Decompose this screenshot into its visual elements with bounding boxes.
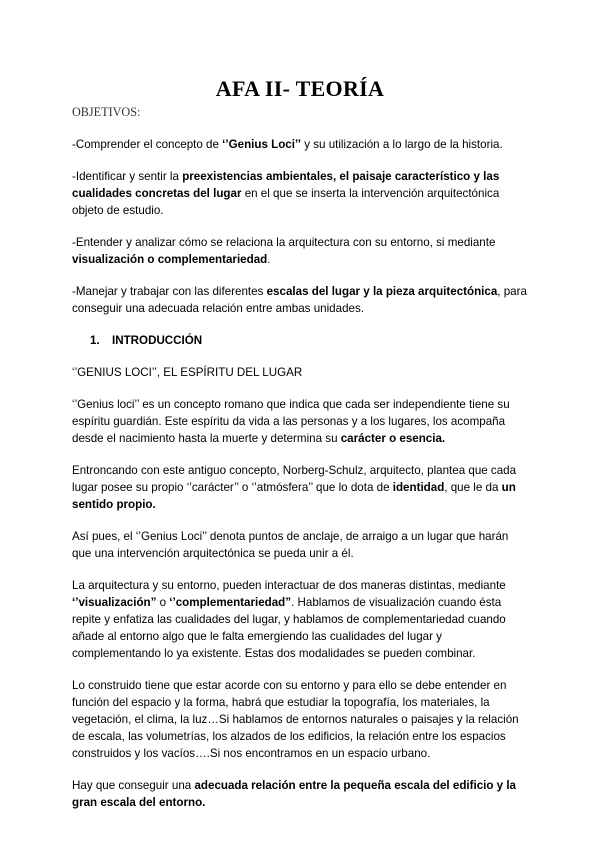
objective-4-bold: escalas del lugar y la pieza arquitectónica — [266, 285, 498, 298]
objective-4-text: -Manejar y trabajar con las diferentes — [72, 285, 267, 298]
subtitle-genius-loci: ‘’GENIUS LOCI’’, EL ESPÍRITU DEL LUGAR — [72, 366, 303, 379]
paragraph-4-bold-1: ‘’visualización” — [72, 596, 157, 609]
document-title: AFA II- TEORÍA — [215, 76, 385, 101]
objective-1-bold: ‘’Genius Loci’’ — [222, 138, 301, 151]
paragraph-4-text: La arquitectura y su entorno, pueden interactuar de dos maneras distintas, mediante — [72, 579, 506, 592]
paragraph-4-bold-2: ‘’complementariedad” — [169, 596, 292, 609]
section-heading-introduccion — [72, 332, 530, 349]
paragraph-1-bold: carácter o esencia. — [340, 432, 446, 445]
objective-2-text: -Identificar y sentir la — [72, 170, 183, 183]
paragraph-3: Así pues, el ‘’Genius Loci’’ denota puntos de anclaje, de arraigo a un lugar que harán que una intervención arquitectónica se pueda unir a él. — [72, 530, 509, 560]
objective-3 — [72, 234, 530, 268]
objective-3-text-end: . — [267, 253, 271, 266]
objective-2-bold: preexistencias ambientales, el paisaje característico y las cualidades concretas del lugar — [72, 170, 500, 200]
paragraph-2 — [72, 462, 530, 513]
paragraph-4-text-3: . Hablamos de visualización cuando ésta repite y enfatiza las cualidades del lugar, y hablamos de complementariedad cuando añade al entorno algo que le falta emergiendo las cualidades del lugar y complementando lo ya existente. Estas dos modalidades se pueden combinar. — [72, 596, 506, 660]
section-title: INTRODUCCIÓN — [112, 334, 203, 347]
paragraph-2-text: Entroncando con este antiguo concepto, Norberg-Schulz, arquitecto, plantea que cada lugar posee su propio ‘’carácter’’ o ‘’atmósfera’’ que lo dota de — [72, 464, 517, 494]
paragraph-2-bold-1: identidad — [392, 481, 445, 494]
paragraph-6-text: Hay que conseguir una — [72, 779, 195, 792]
document-body — [72, 104, 530, 811]
paragraph-6-bold: adecuada relación entre la pequeña escala del edificio y la gran escala del entorno. — [72, 779, 517, 809]
paragraph-2-text-2: , que le da — [444, 481, 502, 494]
objective-2 — [72, 168, 530, 219]
objective-3-bold: visualización o complementariedad — [72, 253, 268, 266]
paragraph-4-text-2: o — [156, 596, 170, 609]
objective-4-text-end: , para conseguir una adecuada relación entre ambas unidades. — [72, 285, 527, 315]
objective-1-text: -Comprender el concepto de — [72, 138, 223, 151]
objective-3-text: -Entender y analizar cómo se relaciona la arquitectura con su entorno, si mediante — [72, 236, 496, 249]
paragraph-4 — [72, 577, 530, 662]
paragraph-1 — [72, 396, 530, 447]
paragraph-1-text: ‘’Genius loci’’ es un concepto romano que indica que cada ser independiente tiene su espíritu guardián. Este espíritu da vida a las personas y a los lugares, los acompaña desde el nacimiento hasta la muerte y determina su — [72, 398, 510, 445]
objective-4 — [72, 283, 530, 317]
objetivos-label: OBJETIVOS: — [72, 105, 141, 119]
paragraph-5: Lo construido tiene que estar acorde con su entorno y para ello se debe entender en función del espacio y la forma, habrá que estudiar la topografía, los materiales, la vegetación, el clima, la luz…Si hablamos de entornos naturales o paisajes y la relación de escala, las volumetrías, los alzados de los edificios, la relación entre los espacios construidos y los vacíos….Si nos encontramos en un espacio urbano. — [72, 679, 519, 760]
objective-2-text-end: en el que se inserta la intervención arquitectónica objeto de estudio. — [72, 187, 500, 217]
section-number: 1. — [90, 334, 100, 347]
paragraph-6 — [72, 777, 530, 811]
objective-1 — [72, 136, 530, 153]
paragraph-2-bold-2: un sentido propio. — [72, 481, 516, 511]
objective-1-text-end: y su utilización a lo largo de la historia. — [300, 138, 503, 151]
